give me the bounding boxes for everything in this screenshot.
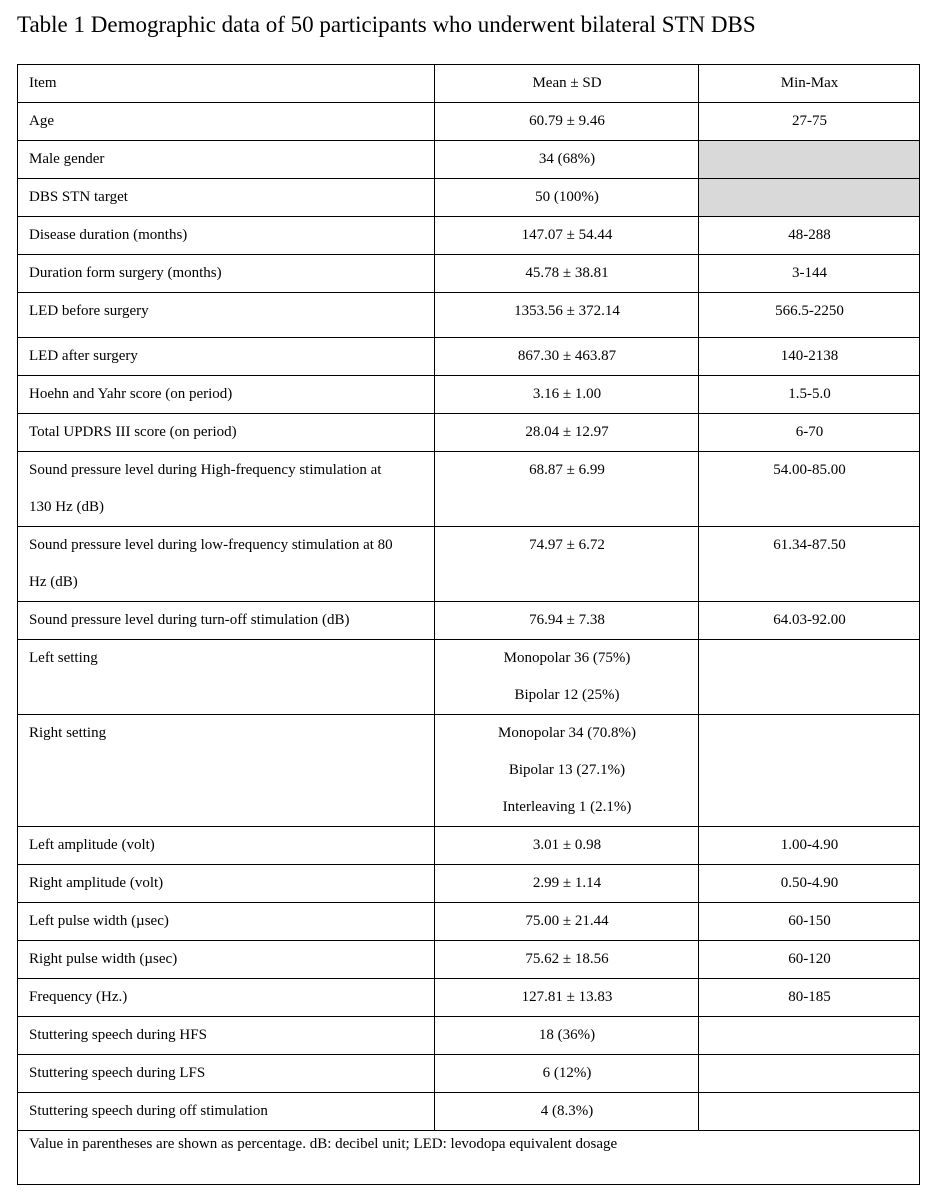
item-label: Male gender	[29, 151, 105, 167]
item-label: Left pulse width (µsec)	[29, 913, 169, 929]
mean-sd-cell	[435, 715, 699, 827]
min-max-cell	[699, 715, 920, 827]
item-label: LED after surgery	[29, 348, 138, 364]
item-cell	[18, 103, 435, 141]
table-header	[18, 65, 920, 103]
table-row	[18, 715, 920, 827]
min-max-cell	[699, 1017, 920, 1055]
item-cell	[18, 452, 435, 527]
mean-sd-value: 4 (8.3%)	[540, 1103, 594, 1119]
item-label: Duration form surgery (months)	[29, 265, 222, 281]
item-label: Disease duration (months)	[29, 227, 188, 243]
mean-sd-cell	[435, 527, 699, 602]
item-cell	[18, 179, 435, 217]
item-label: Age	[29, 113, 54, 129]
mean-sd-value: Monopolar 36 (75%)	[503, 650, 631, 666]
mean-sd-value: 127.81 ± 13.83	[521, 989, 613, 1005]
item-label: Sound pressure level during low-frequency stimulation at 80	[29, 537, 393, 553]
min-max-cell	[699, 179, 920, 217]
min-max-cell: 54.00-85.00	[699, 452, 920, 527]
header-item: Item	[18, 65, 435, 103]
table-row	[18, 141, 920, 179]
table-row	[18, 452, 920, 527]
item-label: Frequency (Hz.)	[29, 989, 128, 1005]
header-mean-sd: Mean ± SD	[435, 65, 699, 103]
item-cell	[18, 1017, 435, 1055]
mean-sd-cell	[435, 1093, 699, 1131]
table-row	[18, 1093, 920, 1131]
item-cell	[18, 602, 435, 640]
table-body	[18, 103, 920, 1131]
mean-sd-cell	[435, 602, 699, 640]
item-cell	[18, 141, 435, 179]
min-max-cell: 48-288	[699, 217, 920, 255]
table-row	[18, 602, 920, 640]
table-row	[18, 1017, 920, 1055]
min-max-cell: 1.5-5.0	[699, 376, 920, 414]
mean-sd-value: 18 (36%)	[538, 1027, 596, 1043]
table-row	[18, 640, 920, 715]
mean-sd-value: 60.79 ± 9.46	[529, 113, 605, 129]
item-cell	[18, 941, 435, 979]
mean-sd-cell	[435, 103, 699, 141]
item-label: Right setting	[29, 725, 107, 741]
table-row	[18, 414, 920, 452]
mean-sd-value: 28.04 ± 12.97	[525, 424, 609, 440]
demographic-table	[17, 64, 920, 1185]
item-label: Sound pressure level during turn-off stimulation (dB)	[29, 612, 350, 628]
mean-sd-cell	[435, 414, 699, 452]
mean-sd-value: 50 (100%)	[535, 189, 599, 205]
min-max-cell: 61.34-87.50	[699, 527, 920, 602]
min-max-cell	[699, 640, 920, 715]
item-cell	[18, 293, 435, 338]
item-cell	[18, 217, 435, 255]
mean-sd-value: 147.07 ± 54.44	[521, 227, 613, 243]
table-row	[18, 827, 920, 865]
mean-sd-value: Monopolar 34 (70.8%)	[498, 725, 636, 741]
item-label: Hz (dB)	[29, 574, 78, 590]
item-label: Total UPDRS III score (on period)	[29, 424, 237, 440]
table-footer	[18, 1131, 920, 1185]
min-max-cell: 0.50-4.90	[699, 865, 920, 903]
table-footnote: Value in parentheses are shown as percentage. dB: decibel unit; LED: levodopa equivalent dosage	[29, 1136, 618, 1152]
item-cell	[18, 255, 435, 293]
mean-sd-value: 68.87 ± 6.99	[529, 462, 605, 478]
item-cell	[18, 715, 435, 827]
item-cell	[18, 865, 435, 903]
item-cell	[18, 827, 435, 865]
min-max-cell: 27-75	[699, 103, 920, 141]
min-max-cell: 6-70	[699, 414, 920, 452]
mean-sd-value: 3.16 ± 1.00	[532, 386, 602, 402]
table-row	[18, 979, 920, 1017]
min-max-cell: 60-120	[699, 941, 920, 979]
item-label: Left amplitude (volt)	[29, 837, 155, 853]
table-row	[18, 217, 920, 255]
table-row	[18, 1055, 920, 1093]
item-cell	[18, 527, 435, 602]
min-max-cell: 140-2138	[699, 338, 920, 376]
mean-sd-value: 75.00 ± 21.44	[525, 913, 609, 929]
mean-sd-cell	[435, 979, 699, 1017]
mean-sd-value: 74.97 ± 6.72	[529, 537, 605, 553]
mean-sd-cell	[435, 903, 699, 941]
min-max-cell	[699, 141, 920, 179]
item-cell	[18, 903, 435, 941]
header-row	[18, 65, 920, 103]
item-label: Sound pressure level during High-frequency stimulation at	[29, 462, 382, 478]
mean-sd-cell	[435, 217, 699, 255]
table-row	[18, 179, 920, 217]
table-row	[18, 103, 920, 141]
item-cell	[18, 1055, 435, 1093]
mean-sd-cell	[435, 255, 699, 293]
item-label: Stuttering speech during off stimulation	[29, 1103, 268, 1119]
mean-sd-cell	[435, 376, 699, 414]
mean-sd-cell	[435, 452, 699, 527]
item-label: Right amplitude (volt)	[29, 875, 164, 891]
item-cell	[18, 414, 435, 452]
item-label: LED before surgery	[29, 303, 149, 319]
item-label: DBS STN target	[29, 189, 128, 205]
item-label: Stuttering speech during HFS	[29, 1027, 207, 1043]
min-max-cell: 1.00-4.90	[699, 827, 920, 865]
min-max-cell	[699, 1055, 920, 1093]
mean-sd-value: 75.62 ± 18.56	[525, 951, 609, 967]
table-row	[18, 376, 920, 414]
table-row	[18, 255, 920, 293]
item-label: 130 Hz (dB)	[29, 499, 104, 515]
item-label: Stuttering speech during LFS	[29, 1065, 206, 1081]
mean-sd-cell	[435, 338, 699, 376]
item-cell	[18, 640, 435, 715]
mean-sd-cell	[435, 640, 699, 715]
footnote-row	[18, 1131, 920, 1185]
table-row	[18, 338, 920, 376]
header-min-max: Min-Max	[699, 65, 920, 103]
mean-sd-cell	[435, 293, 699, 338]
mean-sd-value: 45.78 ± 38.81	[525, 265, 609, 281]
mean-sd-value: 76.94 ± 7.38	[529, 612, 605, 628]
mean-sd-value: 2.99 ± 1.14	[532, 875, 602, 891]
mean-sd-value: Bipolar 12 (25%)	[514, 687, 620, 703]
mean-sd-cell	[435, 1017, 699, 1055]
mean-sd-cell	[435, 865, 699, 903]
mean-sd-value: 34 (68%)	[538, 151, 596, 167]
mean-sd-value: 6 (12%)	[542, 1065, 592, 1081]
mean-sd-value: 867.30 ± 463.87	[517, 348, 617, 364]
mean-sd-cell	[435, 1055, 699, 1093]
min-max-cell: 566.5-2250	[699, 293, 920, 338]
mean-sd-value: Bipolar 13 (27.1%)	[508, 762, 626, 778]
mean-sd-value: 3.01 ± 0.98	[532, 837, 602, 853]
item-label: Left setting	[29, 650, 98, 666]
min-max-cell: 3-144	[699, 255, 920, 293]
item-cell	[18, 376, 435, 414]
table-row	[18, 527, 920, 602]
mean-sd-cell	[435, 179, 699, 217]
table-row	[18, 941, 920, 979]
table-title: Table 1 Demographic data of 50 participants who underwent bilateral STN DBS	[17, 12, 756, 37]
item-cell	[18, 338, 435, 376]
item-label: Hoehn and Yahr score (on period)	[29, 386, 233, 402]
table-row	[18, 865, 920, 903]
item-label: Right pulse width (µsec)	[29, 951, 178, 967]
mean-sd-cell	[435, 941, 699, 979]
mean-sd-value: Interleaving 1 (2.1%)	[502, 799, 632, 815]
table-row	[18, 903, 920, 941]
item-cell	[18, 979, 435, 1017]
table-row	[18, 293, 920, 338]
min-max-cell: 80-185	[699, 979, 920, 1017]
table-footnote-cell	[18, 1131, 920, 1185]
mean-sd-cell	[435, 827, 699, 865]
mean-sd-cell	[435, 141, 699, 179]
min-max-cell: 60-150	[699, 903, 920, 941]
item-cell	[18, 1093, 435, 1131]
min-max-cell	[699, 1093, 920, 1131]
min-max-cell: 64.03-92.00	[699, 602, 920, 640]
mean-sd-value: 1353.56 ± 372.14	[514, 303, 620, 319]
